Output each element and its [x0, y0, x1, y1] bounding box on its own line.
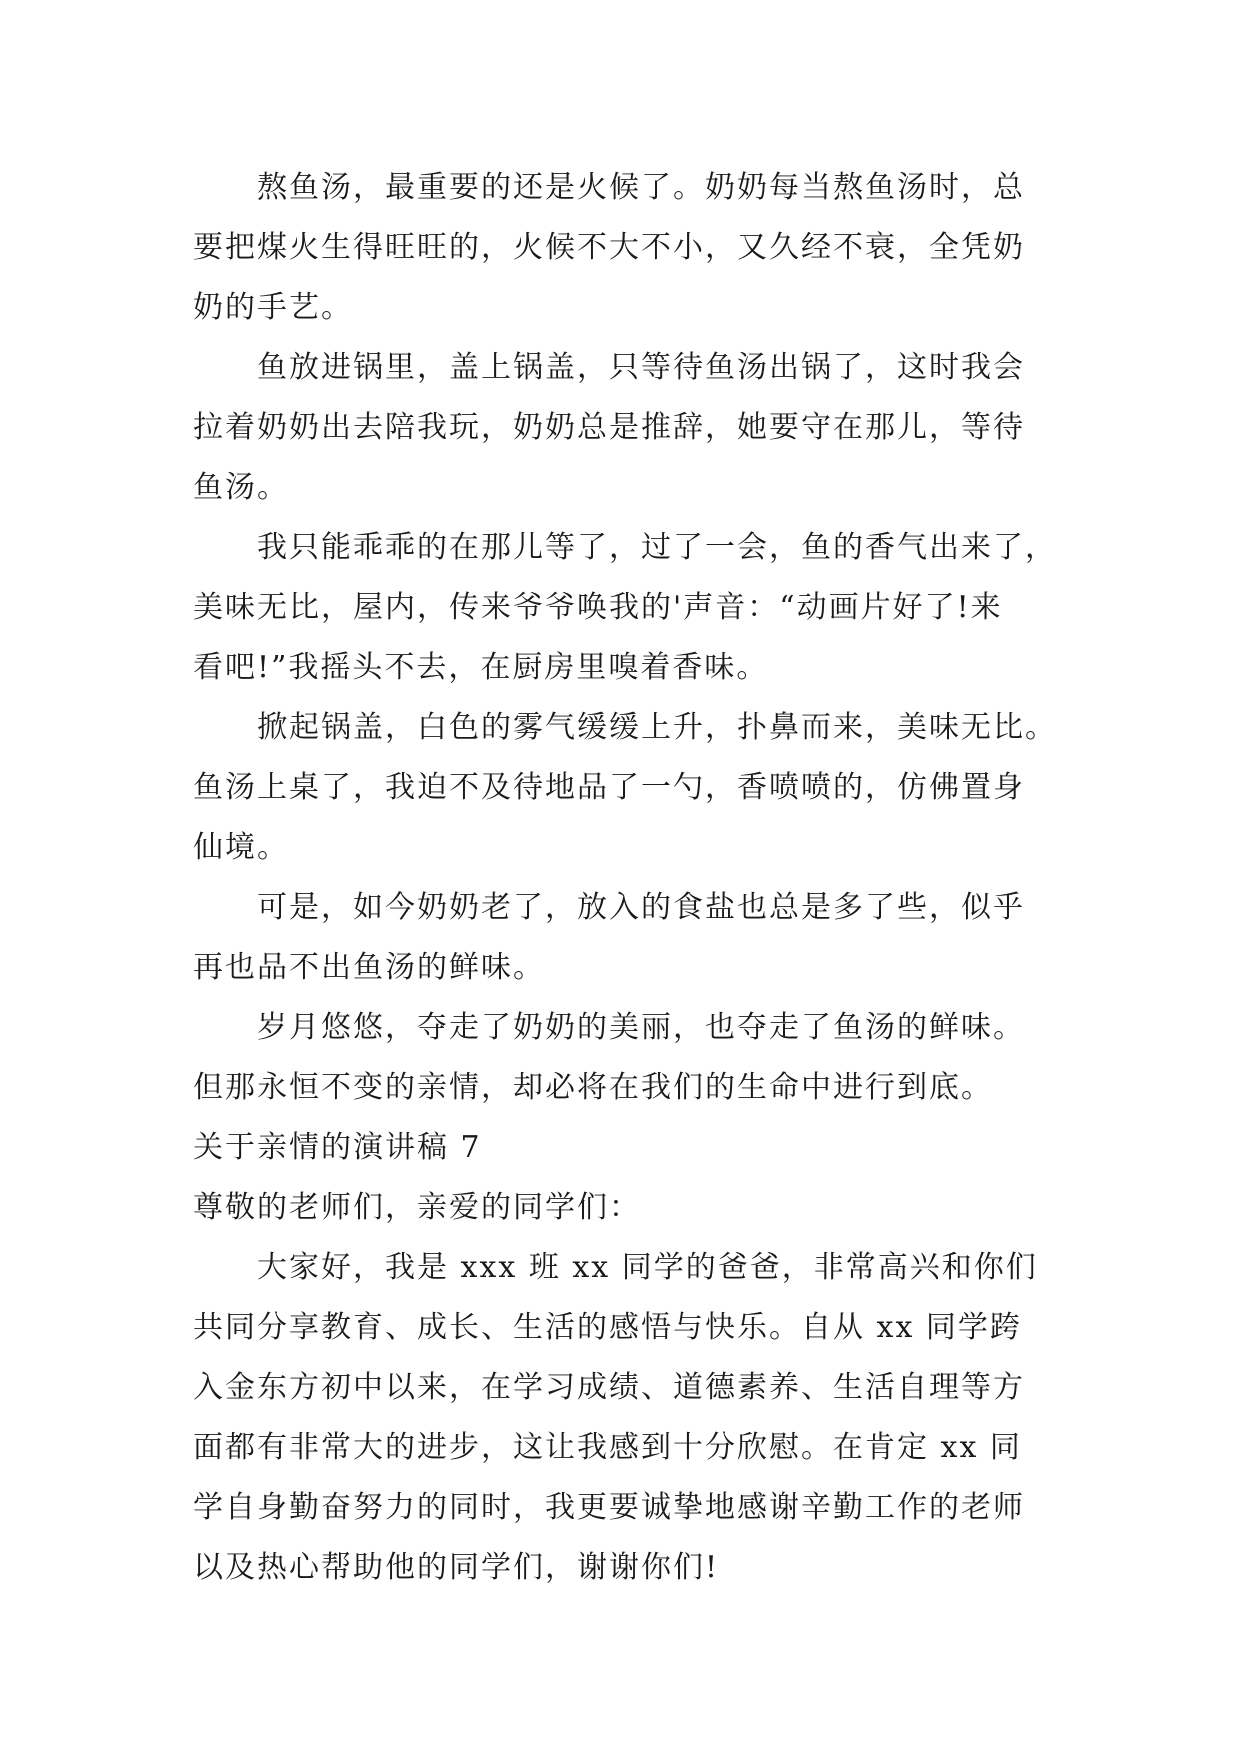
paragraph-line: 但那永恒不变的亲情，却必将在我们的生命中进行到底。: [193, 1070, 993, 1105]
paragraph-line: 大家好，我是 xxx 班 xx 同学的爸爸，非常高兴和你们: [257, 1250, 1038, 1285]
paragraph-line: 掀起锅盖，白色的雾气缓缓上升，扑鼻而来，美味无比。: [257, 710, 1057, 745]
paragraph-line: 熬鱼汤，最重要的还是火候了。奶奶每当熬鱼汤时，总: [257, 170, 1025, 205]
paragraph-line: 面都有非常大的进步，这让我感到十分欣慰。在肯定 xx 同: [193, 1430, 1022, 1465]
paragraph-line: 鱼汤。: [193, 470, 289, 505]
paragraph-line: 可是，如今奶奶老了，放入的食盐也总是多了些，似乎: [257, 890, 1025, 925]
paragraph-line: 要把煤火生得旺旺的，火候不大不小，又久经不衰，全凭奶: [193, 230, 1025, 265]
paragraph-line: 入金东方初中以来，在学习成绩、道德素养、生活自理等方: [193, 1370, 1025, 1405]
section-heading: 关于亲情的演讲稿 7: [193, 1130, 482, 1165]
paragraph-line: 美味无比，屋内，传来爷爷唤我的'声音：“动画片好了!来: [193, 590, 1003, 625]
paragraph-line: 再也品不出鱼汤的鲜味。: [193, 950, 545, 985]
paragraph-line: 鱼汤上桌了，我迫不及待地品了一勺，香喷喷的，仿佛置身: [193, 770, 1025, 805]
paragraph-line: 我只能乖乖的在那儿等了，过了一会，鱼的香气出来了，: [257, 530, 1057, 565]
paragraph-line: 拉着奶奶出去陪我玩，奶奶总是推辞，她要守在那儿，等待: [193, 410, 1025, 445]
paragraph-line: 鱼放进锅里，盖上锅盖，只等待鱼汤出锅了，这时我会: [257, 350, 1025, 385]
paragraph-line: 岁月悠悠，夺走了奶奶的美丽，也夺走了鱼汤的鲜味。: [257, 1010, 1025, 1045]
salutation: 尊敬的老师们，亲爱的同学们：: [193, 1190, 641, 1225]
paragraph-line: 奶的手艺。: [193, 290, 353, 325]
paragraph-line: 看吧!”我摇头不去，在厨房里嗅着香味。: [193, 650, 769, 685]
paragraph-line: 学自身勤奋努力的同时，我更要诚挚地感谢辛勤工作的老师: [193, 1490, 1025, 1525]
paragraph-line: 以及热心帮助他的同学们，谢谢你们!: [193, 1550, 720, 1585]
paragraph-line: 仙境。: [193, 830, 289, 865]
paragraph-line: 共同分享教育、成长、生活的感悟与快乐。自从 xx 同学跨: [193, 1310, 1022, 1345]
